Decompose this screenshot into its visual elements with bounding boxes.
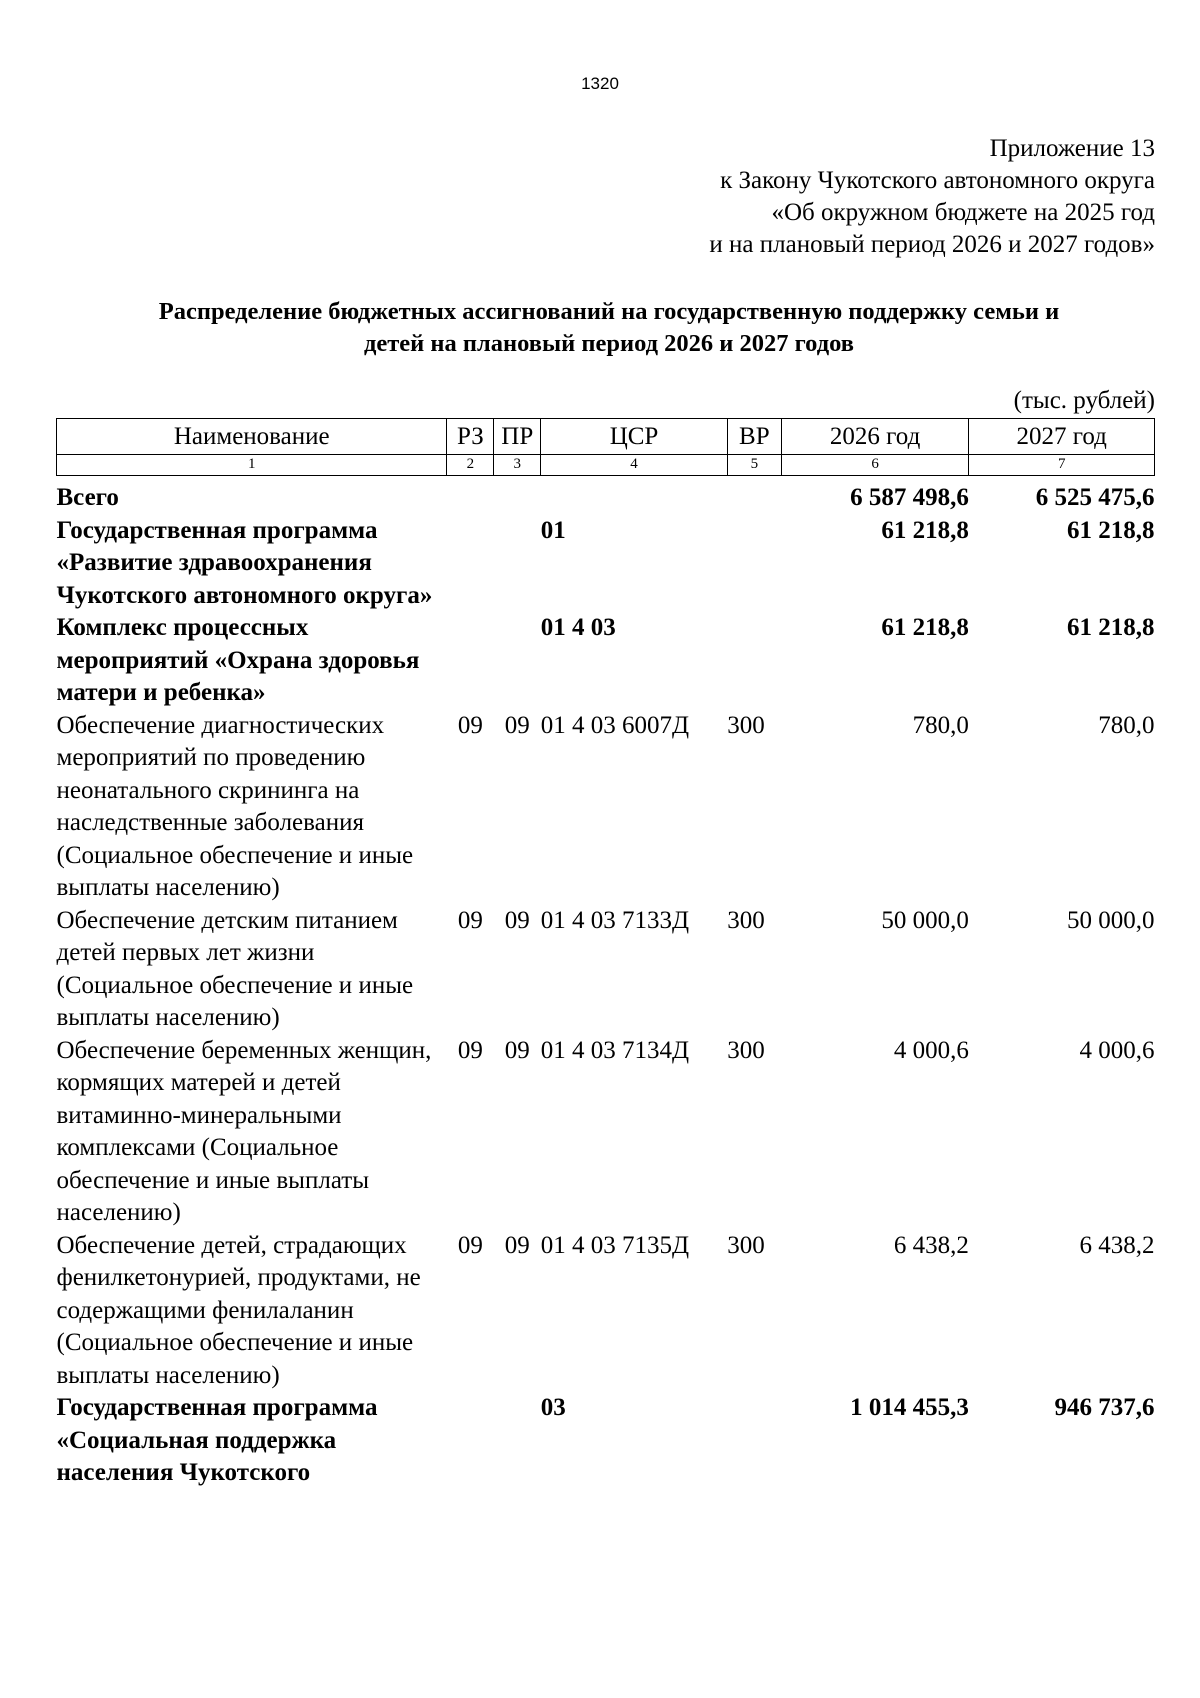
appendix-note bbox=[709, 133, 1155, 261]
row-2027: 6 438,2 bbox=[1079, 1231, 1155, 1259]
column-number: 6 bbox=[781, 455, 969, 476]
budget-table bbox=[56, 418, 1155, 1490]
table-row bbox=[57, 905, 1155, 1035]
column-number-row bbox=[57, 455, 1155, 476]
header-name: Наименование bbox=[57, 419, 447, 455]
row-vr: 300 bbox=[727, 906, 765, 934]
row-csr: 03 bbox=[540, 1394, 566, 1421]
row-2026: 4 000,6 bbox=[893, 1036, 969, 1064]
row-name: Государственная программа «Развитие здравоохранения Чукотского автономного округа» bbox=[56, 516, 433, 609]
units-label: (тыс. рублей) bbox=[1013, 387, 1155, 414]
column-number: 1 bbox=[57, 455, 447, 476]
row-csr bbox=[541, 476, 728, 515]
row-name: Государственная программа «Социальная поддержка населения Чукотского bbox=[56, 1394, 378, 1486]
row-vr bbox=[727, 515, 781, 613]
row-2026: 6 438,2 bbox=[893, 1231, 969, 1259]
row-2027: 50 000,0 bbox=[1067, 906, 1155, 934]
row-pr bbox=[494, 612, 541, 710]
row-rz: 09 bbox=[457, 1036, 483, 1064]
row-csr: 01 4 03 7133Д bbox=[540, 906, 690, 934]
column-number: 5 bbox=[727, 455, 781, 476]
row-name: Комплекс процессных мероприятий «Охрана здоровья матери и ребенка» bbox=[56, 614, 420, 706]
row-vr bbox=[727, 1392, 781, 1490]
column-number: 3 bbox=[494, 455, 541, 476]
row-rz bbox=[447, 476, 494, 515]
row-2027: 6 525 475,6 bbox=[1035, 484, 1155, 511]
header-2027: 2027 год bbox=[969, 419, 1155, 455]
header-pr: ПР bbox=[494, 419, 541, 455]
appendix-line: Приложение 13 bbox=[989, 135, 1155, 162]
row-2026: 6 587 498,6 bbox=[850, 484, 969, 511]
row-vr bbox=[727, 612, 781, 710]
row-name: Обеспечение диагностических мероприятий по проведению неонатального скрининга на наследственные заболевания (Социальное обеспечение и иные выплаты населению) bbox=[56, 711, 414, 901]
row-vr bbox=[727, 476, 781, 515]
column-number: 2 bbox=[447, 455, 494, 476]
row-2027: 61 218,8 bbox=[1067, 516, 1155, 544]
column-number: 7 bbox=[969, 455, 1155, 476]
row-2027: 61 218,8 bbox=[1067, 614, 1155, 641]
appendix-line: и на плановый период 2026 и 2027 годов» bbox=[709, 231, 1155, 258]
row-csr: 01 4 03 bbox=[540, 614, 616, 641]
row-2027: 4 000,6 bbox=[1079, 1036, 1155, 1064]
row-rz bbox=[447, 515, 494, 613]
row-2026: 61 218,8 bbox=[881, 516, 969, 544]
row-rz bbox=[447, 612, 494, 710]
row-name: Всего bbox=[56, 484, 119, 511]
row-pr: 09 bbox=[504, 1231, 530, 1259]
header-vr: ВР bbox=[727, 419, 781, 455]
row-2027: 946 737,6 bbox=[1054, 1394, 1155, 1421]
row-vr: 300 bbox=[727, 1231, 765, 1259]
title-line: детей на плановый период 2026 и 2027 годов bbox=[364, 330, 854, 357]
row-name: Обеспечение детским питанием детей первых лет жизни (Социальное обеспечение и иные выплаты населению) bbox=[56, 906, 414, 1031]
row-2027: 780,0 bbox=[1098, 711, 1155, 739]
column-number: 4 bbox=[541, 455, 728, 476]
row-2026: 61 218,8 bbox=[881, 614, 969, 641]
table-row bbox=[57, 710, 1155, 905]
header-2026: 2026 год bbox=[781, 419, 969, 455]
page-number: 1320 bbox=[581, 74, 619, 93]
header-csr: ЦСР bbox=[541, 419, 728, 455]
row-pr: 09 bbox=[504, 906, 530, 934]
row-pr: 09 bbox=[504, 1036, 530, 1064]
row-rz bbox=[447, 1392, 494, 1490]
row-vr: 300 bbox=[727, 711, 765, 739]
row-2026: 780,0 bbox=[912, 711, 969, 739]
row-2026: 1 014 455,3 bbox=[850, 1394, 969, 1421]
row-2026: 50 000,0 bbox=[881, 906, 969, 934]
row-csr: 01 4 03 7135Д bbox=[540, 1231, 690, 1259]
table-row bbox=[57, 1035, 1155, 1230]
appendix-line: «Об окружном бюджете на 2025 год bbox=[771, 199, 1155, 226]
table-row bbox=[57, 515, 1155, 613]
row-pr: 09 bbox=[504, 711, 530, 739]
row-rz: 09 bbox=[457, 711, 483, 739]
table-row bbox=[57, 1230, 1155, 1393]
row-rz: 09 bbox=[457, 906, 483, 934]
header-rz: РЗ bbox=[447, 419, 494, 455]
title-line: Распределение бюджетных ассигнований на государственную поддержку семьи и bbox=[158, 298, 1060, 325]
row-pr bbox=[494, 1392, 541, 1490]
row-rz: 09 bbox=[457, 1231, 483, 1259]
table-row bbox=[57, 476, 1155, 515]
row-pr bbox=[494, 515, 541, 613]
appendix-line: к Закону Чукотского автономного округа bbox=[720, 167, 1155, 194]
row-csr: 01 4 03 6007Д bbox=[540, 711, 690, 739]
row-csr: 01 bbox=[540, 516, 566, 544]
table-row bbox=[57, 612, 1155, 710]
row-name: Обеспечение детей, страдающих фенилкетонурией, продуктами, не содержащими фенилаланин (Социальное обеспечение и иные выплаты населению) bbox=[56, 1231, 421, 1389]
table-row bbox=[57, 1392, 1155, 1490]
header-row bbox=[57, 419, 1155, 455]
document-title bbox=[58, 296, 1160, 360]
row-pr bbox=[494, 476, 541, 515]
row-csr: 01 4 03 7134Д bbox=[540, 1036, 690, 1064]
row-vr: 300 bbox=[727, 1036, 765, 1064]
row-name: Обеспечение беременных женщин, кормящих матерей и детей витаминно-минеральными комплексами (Социальное обеспечение и иные выплаты населению) bbox=[56, 1036, 432, 1226]
